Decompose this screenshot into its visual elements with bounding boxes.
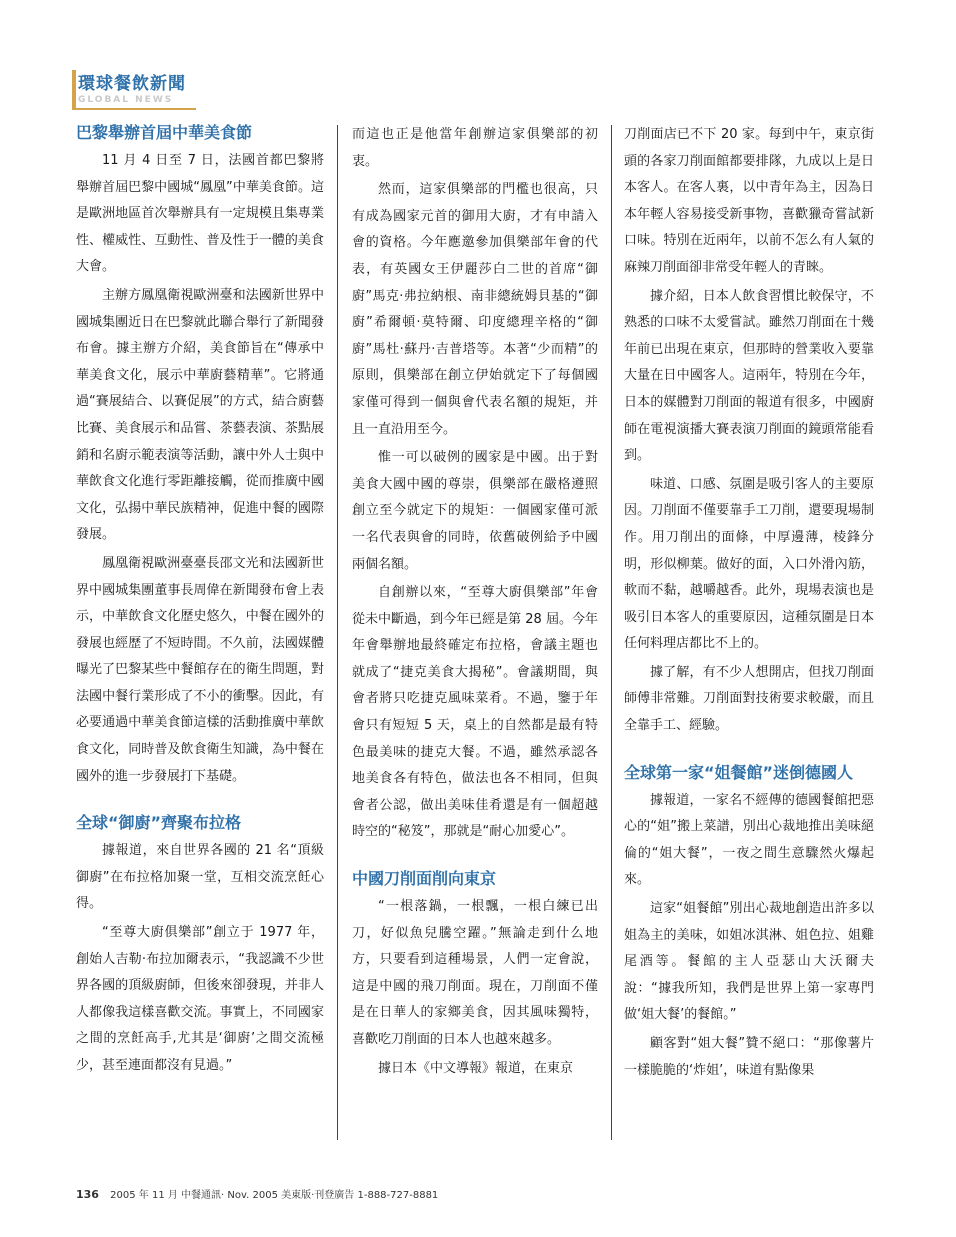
header-rule — [76, 108, 196, 110]
column-2 — [352, 122, 598, 1147]
article-paragraph: 惟一可以破例的國家是中國。出于對美食大國中國的尊崇，俱樂部在嚴格遵照創立至今就定下的規矩：一個國家僅可派一名代表與會的同時，依舊破例給予中國兩個名額。 — [352, 450, 598, 572]
article-paragraph: 顧客對“姐大餐”贊不絕口：“那像薯片一樣脆脆的‘炸姐’，味道有點像果 — [624, 1036, 874, 1078]
article-paragraph: 據介紹，日本人飲食習慣比較保守，不熟悉的口味不太愛嘗試。雖然刀削面在十幾年前已出現在東京，但那時的營業收入要靠大量在日中國客人。這兩年，特別在今年，日本的媒體對刀削面的報道有很多，中國廚師在電視演播大賽表演刀削面的鏡頭常能看到。 — [624, 288, 874, 464]
article-title: 中國刀削面削向東京 — [352, 869, 497, 889]
article-title: 全球第一家“姐餐館”迷倒德國人 — [624, 762, 854, 782]
section-header — [78, 74, 186, 106]
section-title: 環球餐飲新聞 — [78, 74, 186, 94]
article-paragraph: 鳳凰衛視歐洲臺臺長邵文光和法國新世界中國城集團董事長周偉在新聞發布會上表示，中華飲食文化歷史悠久，中餐在國外的發展也經歷了不短時間。不久前，法國媒體曝光了巴黎某些中餐館存在的衛生問題，對法國中餐行業形成了不小的衝擊。因此，有必要通過中華美食節這樣的活動推廣中華飲食文化，同時普及飲食衛生知識，為中餐在國外的進一步發展打下基礎。 — [76, 555, 324, 784]
article-paragraph: 而這也正是他當年創辦這家俱樂部的初衷。 — [352, 127, 598, 169]
footer-text: 2005 年 11 月 中餐通訊· Nov. 2005 美東版·刊登廣告 1-888-727-8881 — [110, 1190, 439, 1201]
article-paragraph: 這家“姐餐館”別出心裁地創造出許多以姐為主的美味，如姐冰淇淋、姐色拉、姐雞尾酒等。餐館的主人亞瑟山大沃爾夫說：“據我所知，我們是世界上第一家專門做‘姐大餐’的餐館。” — [624, 901, 874, 1023]
article-paragraph: 自創辦以來，“至尊大廚俱樂部”年會從未中斷過，到今年已經是第 28 屆。今年年會舉辦地最終確定布拉格，會議主題也就成了“捷克美食大揭秘”。會議期間，與會者將只吃捷克風味菜肴。不過，鑒于年會只有短短 5 天，桌上的自然都是最有特色最美味的捷克大餐。不過，雖然承認各地美食各有特色，做法也各不相同，但與會者公認，做出美味佳肴還是有一個超越時空的“秘笈”，那就是“耐心加愛心”。 — [352, 585, 598, 840]
article-paragraph: “至尊大廚俱樂部”創立于 1977 年，創始人吉勒·布拉加爾表示，“我認識不少世界各國的頂級廚師，但後來卻發現，并非人人都像我這樣喜歡交流。事實上，不同國家之間的烹飪高手,尤其是‘御廚’之間交流極少，甚至連面都沒有見過。” — [76, 925, 324, 1073]
article-paragraph: 味道、口感、氛圍是吸引客人的主要原因。刀削面不僅要靠手工刀削，還要現場制作。用刀削出的面條，中厚邊薄，棱鋒分明，形似柳葉。做好的面，入口外滑內筋，軟而不黏，越嚼越香。此外，現場表演也是吸引日本客人的重要原因，這種氛圍是日本任何料理店都比不上的。 — [624, 476, 874, 652]
article-paragraph: 據日本《中文導報》報道，在東京 — [378, 1060, 574, 1076]
article-paragraph: 據報道，一家名不經傳的德國餐館把惡心的“姐”搬上菜譜，別出心裁地推出美味絕倫的“姐大餐”，一夜之間生意驟然火爆起來。 — [624, 792, 874, 888]
article-title: 巴黎舉辦首屆中華美食節 — [76, 123, 253, 142]
article-paragraph: 據報道，來自世界各國的 21 名“頂級御廚”在布拉格加聚一堂，互相交流烹飪心得。 — [76, 843, 324, 912]
article-paragraph: 據了解，有不少人想開店，但找刀削面師傅非常難。刀削面對技術要求較嚴，而且全靠手工、經驗。 — [624, 664, 874, 734]
page-number: 136 — [76, 1188, 99, 1201]
article-paragraph: 11 月 4 日至 7 日，法國首都巴黎將舉辦首屆巴黎中國城“鳳凰”中華美食節。這是歐洲地區首次舉辦具有一定規模且集專業性、權威性、互動性、普及性于一體的美食大會。 — [76, 153, 324, 275]
column-1 — [76, 122, 324, 1147]
column-divider — [337, 125, 338, 1140]
column-3 — [624, 122, 874, 1147]
page-footer — [76, 1186, 438, 1201]
section-subtitle: GLOBAL NEWS — [78, 95, 174, 105]
article-paragraph: 刀削面店已不下 20 家。每到中午，東京街頭的各家刀削面館都要排隊，九成以上是日本客人。在客人裏，以中青年為主，因為日本年輕人容易接受新事物，喜歡獵奇嘗試新口味。特別在近兩年，以前不怎么有人氣的麻辣刀削面卻非常受年輕人的青睞。 — [624, 127, 874, 275]
article-paragraph: “一根落鍋，一根飄，一根白練已出刀，好似魚兒騰空躍。”無論走到什么地方，只要看到這種場景，人們一定會說，這是中國的飛刀削面。現在，刀削面不僅是在日華人的家鄉美食，因其風味獨特，喜歡吃刀削面的日本人也越來越多。 — [352, 899, 598, 1047]
column-divider — [611, 125, 612, 1140]
article-paragraph: 然而，這家俱樂部的門檻也很高，只有成為國家元首的御用大廚，才有申請入會的資格。今年應邀參加俱樂部年會的代表，有英國女王伊麗莎白二世的首席“御廚”馬克·弗拉納根、南非總統姆貝基的“御廚”希爾頓·莫特爾、印度總理辛格的“御廚”馬杜·蘇丹·吉普塔等。本著“少而精”的原則，俱樂部在創立伊始就定下了每個國家僅可得到一個與會代表名額的規矩，并且一直沿用至今。 — [352, 182, 598, 437]
header-accent-bar — [72, 70, 76, 110]
article-paragraph: 主辦方鳳凰衛視歐洲臺和法國新世界中國城集團近日在巴黎就此聯合舉行了新聞發布會。據主辦方介紹，美食節旨在“傳承中華美食文化，展示中華廚藝精華”。它將通過“賽展結合、以賽促展”的方式，結合廚藝比賽、美食展示和品嘗、茶藝表演、茶點展銷和名廚示範表演等活動，讓中外人士與中華飲食文化進行零距離接觸，從而推廣中國文化，弘揚中華民族精神，促進中餐的國際發展。 — [76, 287, 324, 543]
article-title: 全球“御廚”齊聚布拉格 — [76, 813, 242, 833]
